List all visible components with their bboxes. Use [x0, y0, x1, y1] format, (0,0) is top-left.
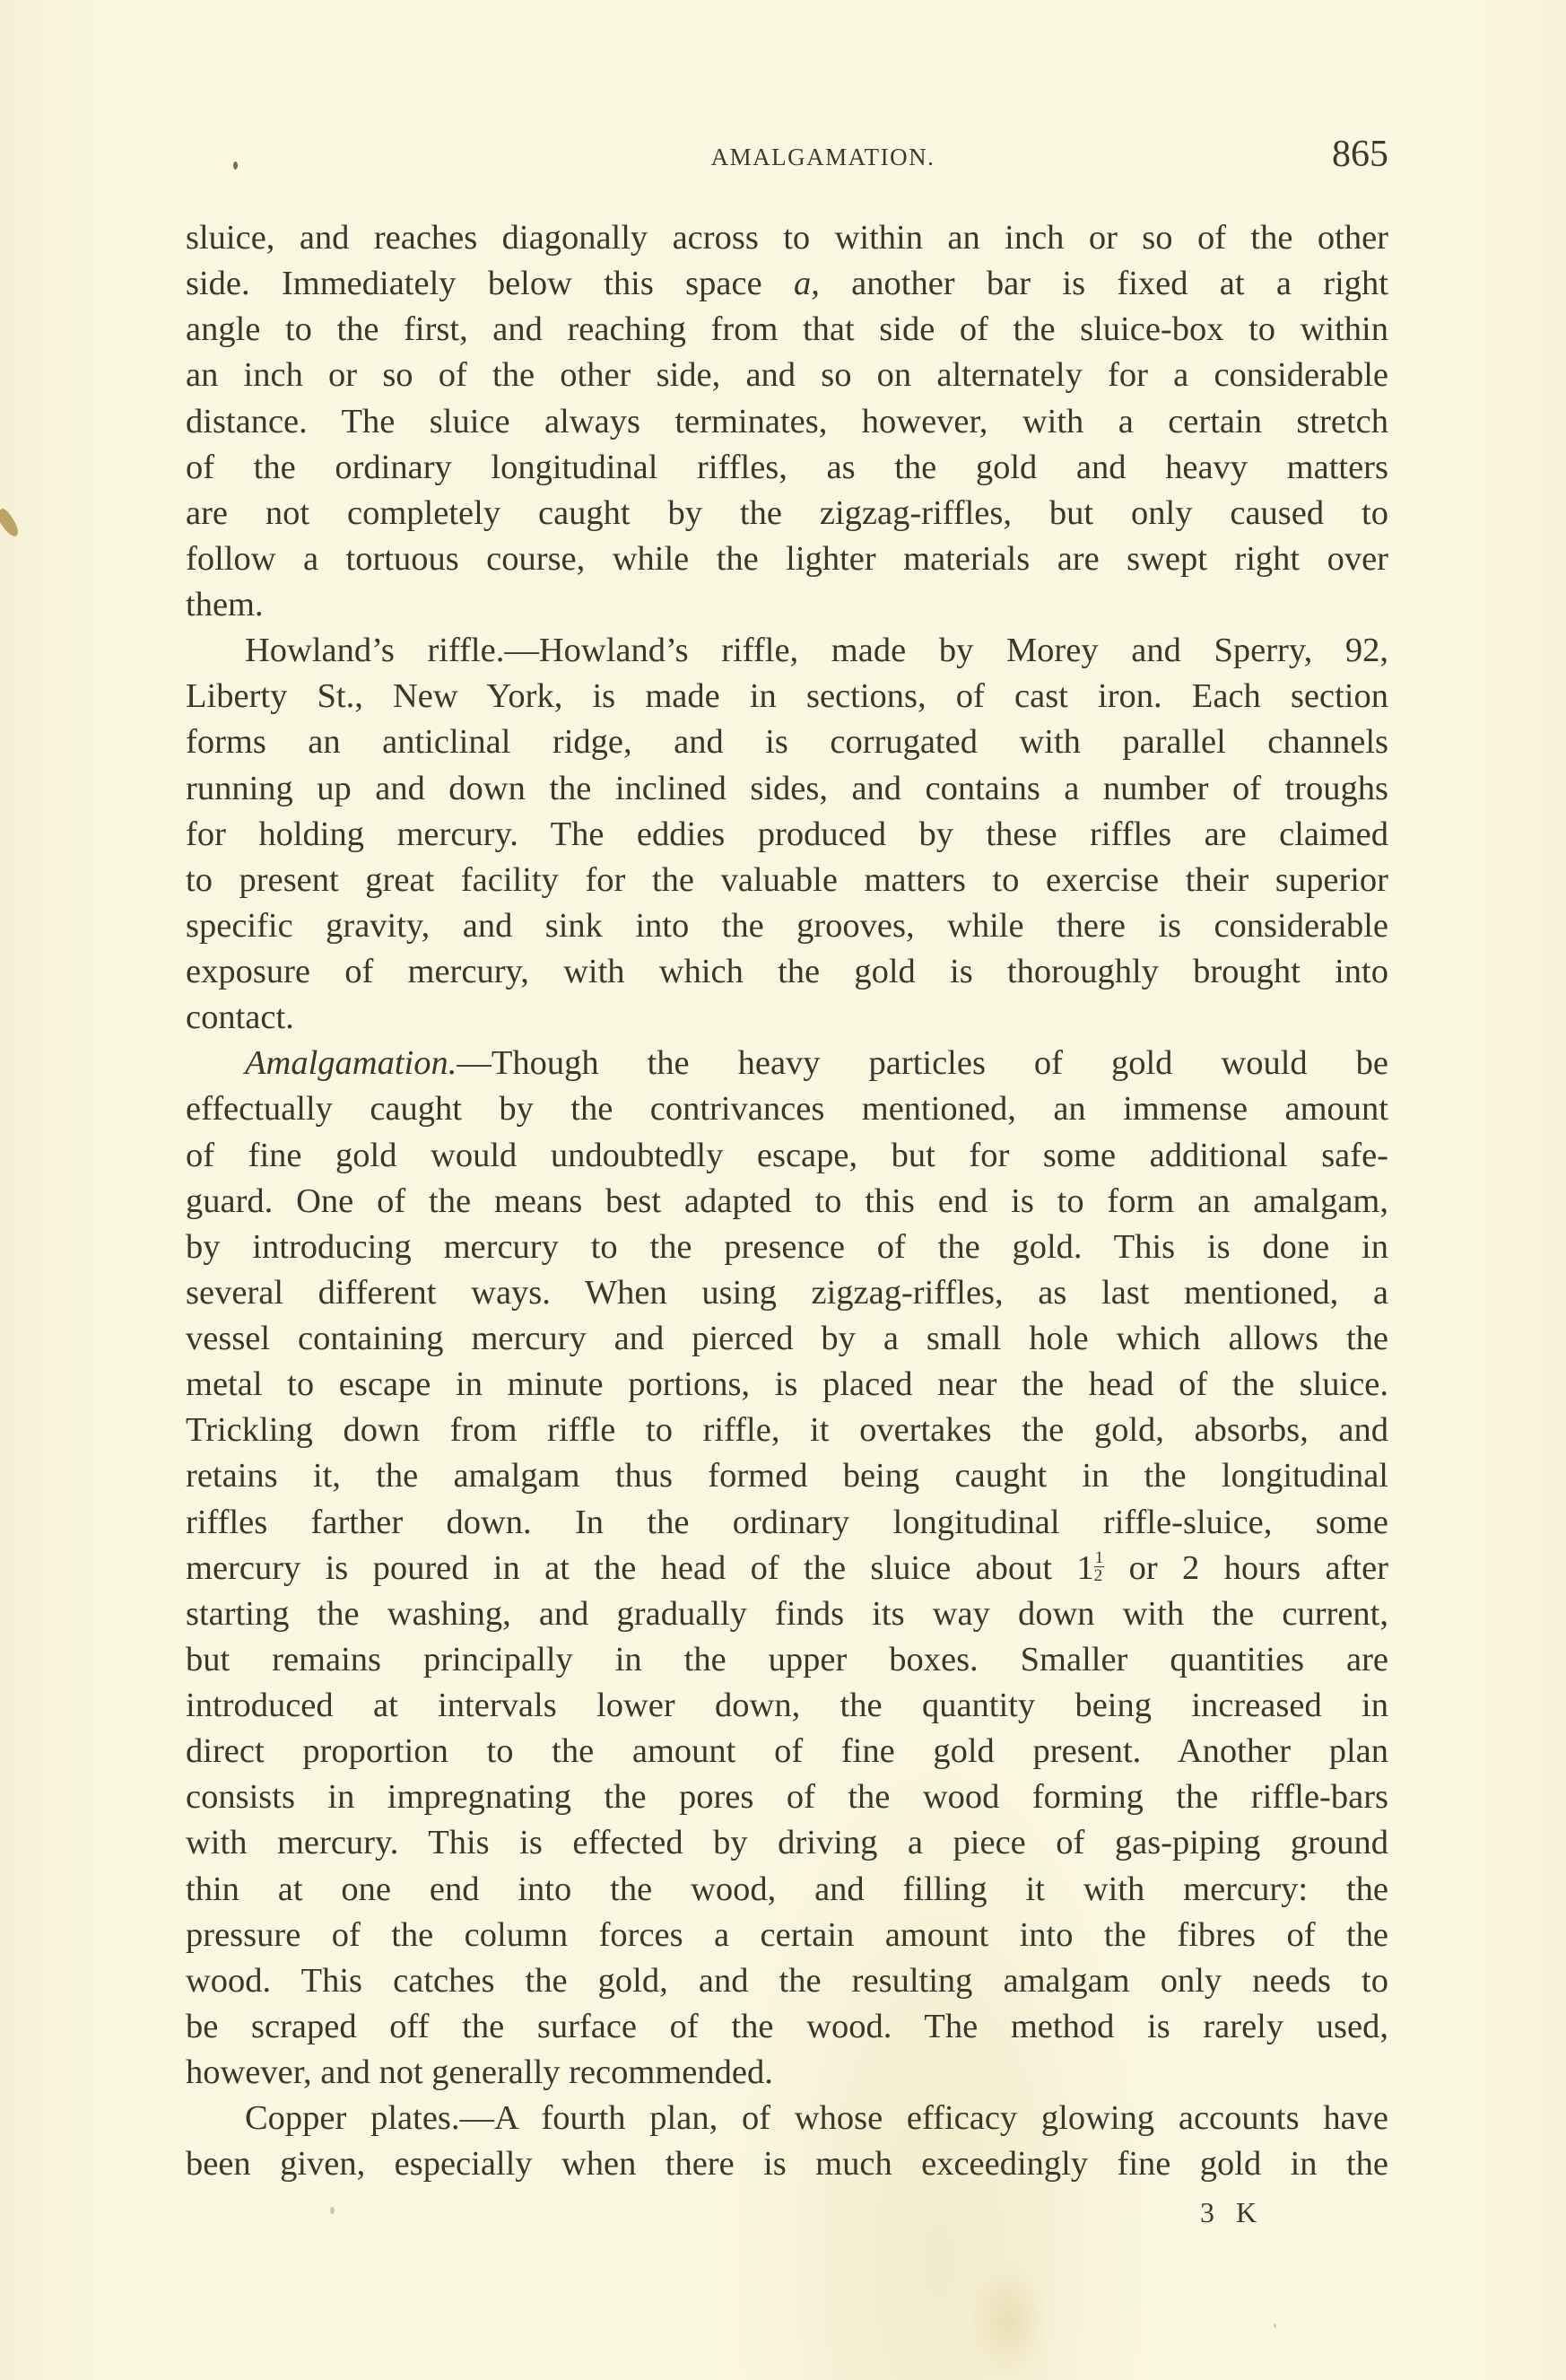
paragraph-copper-plates — [186, 2096, 1388, 2187]
running-title: AMALGAMATION. — [710, 144, 935, 170]
text-line — [186, 812, 1388, 858]
text-run: with mercury. This is effected by driving a piece of gas-piping ground — [186, 1824, 1388, 1862]
text-line — [186, 491, 1388, 536]
text-line — [186, 949, 1388, 995]
ink-speck — [330, 2207, 335, 2214]
text-line — [186, 1041, 1388, 1086]
text-line — [186, 215, 1388, 261]
text-run: riffles farther down. In the ordinary longitudinal riffle-sluice, some — [186, 1503, 1388, 1541]
text-line — [186, 536, 1388, 582]
margin-stain-mark — [0, 507, 22, 539]
text-run: —Though the heavy particles of gold would be — [457, 1044, 1388, 1083]
paragraph-amalgamation — [186, 1041, 1388, 2096]
text-run: an inch or so of the other side, and so on alternately for a considerable — [186, 356, 1388, 395]
text-line — [186, 1546, 1388, 1591]
paragraph-howlands-riffle — [186, 628, 1388, 1041]
italic-text: a — [793, 265, 812, 303]
text-run: metal to escape in minute portions, is placed near the head of the sluice. — [186, 1365, 1388, 1404]
text-line — [186, 261, 1388, 307]
text-run: be scraped off the surface of the wood. The method is rarely used, — [186, 2007, 1388, 2045]
fraction-denominator: 2 — [1093, 1566, 1103, 1586]
text-line — [186, 1958, 1388, 2004]
text-line — [186, 1774, 1388, 1820]
text-line — [186, 307, 1388, 353]
text-run: sluice, and reaches diagonally across to within an inch or so of the other — [186, 219, 1388, 257]
text-line — [186, 674, 1388, 719]
text-run: direct proportion to the amount of fine gold present. Another plan — [186, 1732, 1388, 1771]
text-run: Trickling down from riffle to riffle, it overtakes the gold, absorbs, and — [186, 1411, 1388, 1450]
text-run: follow a tortuous course, while the lighter materials are swept right over — [186, 539, 1388, 578]
text-line — [186, 1270, 1388, 1316]
text-run: several different ways. When using zigzag-riffles, as last mentioned, a — [186, 1273, 1388, 1312]
text-run: or 2 hours after — [1104, 1548, 1388, 1587]
text-run: however, and not generally recommended. — [186, 2053, 773, 2091]
text-run: by introducing mercury to the presence of the gold. This is done in — [186, 1227, 1388, 1266]
text-line — [186, 445, 1388, 491]
text-run: guard. One of the means best adapted to this end is to form an amalgam, — [186, 1181, 1388, 1220]
text-line — [186, 995, 1388, 1041]
text-run: Liberty St., New York, is made in sections, of cast iron. Each section — [186, 677, 1388, 716]
text-run: Copper plates.—A fourth plan, of whose efficacy glowing accounts have — [245, 2099, 1388, 2138]
text-line — [186, 1179, 1388, 1225]
text-run: contact. — [186, 998, 294, 1037]
text-line — [186, 399, 1388, 445]
text-run: specific gravity, and sink into the grooves, while there is considerable — [186, 906, 1388, 945]
text-line — [186, 719, 1388, 765]
text-line — [186, 628, 1388, 674]
italic-text: Amalgamation. — [245, 1044, 457, 1083]
text-run: starting the washing, and gradually finds its way down with the current, — [186, 1594, 1388, 1633]
body-text — [186, 215, 1388, 2187]
text-line — [186, 1408, 1388, 1453]
paragraph-zigzag-riffles-continuation — [186, 215, 1388, 628]
text-line — [186, 1867, 1388, 1913]
running-head — [186, 135, 1388, 174]
text-line — [186, 1683, 1388, 1729]
text-run: wood. This catches the gold, and the resulting amalgam only needs to — [186, 1961, 1388, 2000]
text-run: angle to the first, and reaching from that side of the sluice-box to within — [186, 310, 1388, 349]
text-line — [186, 1086, 1388, 1132]
fraction — [1094, 1549, 1105, 1585]
text-line — [186, 858, 1388, 903]
text-run: mercury is poured in at the head of the sluice about 1 — [186, 1548, 1094, 1587]
text-run: forms an anticlinal ridge, and is corrugated with parallel channels — [186, 723, 1388, 762]
text-line — [186, 1591, 1388, 1637]
text-run: vessel containing mercury and pierced by a small hole which allows the — [186, 1320, 1388, 1357]
text-run: are not completely caught by the zigzag-riffles, but only caused to — [186, 493, 1388, 532]
text-run: Howland’s riffle.—Howland’s riffle, made by Morey and Sperry, 92, — [245, 632, 1388, 670]
page-number: 865 — [1332, 134, 1388, 175]
text-run: of fine gold would undoubtedly escape, but for some additional safe- — [186, 1136, 1388, 1174]
text-run: but remains principally in the upper boxes. Smaller quantities are — [186, 1640, 1388, 1678]
signature-mark: 3 K — [1200, 2196, 1265, 2228]
text-run: thin at one end into the wood, and filling it with mercury: the — [186, 1870, 1388, 1908]
text-run: exposure of mercury, with which the gold is thoroughly brought into — [186, 953, 1388, 990]
text-run: side. Immediately below this space — [186, 265, 794, 303]
text-line — [186, 582, 1388, 628]
running-title-wrap — [186, 144, 1388, 171]
text-run: running up and down the inclined sides, and contains a number of troughs — [186, 769, 1388, 807]
text-line — [186, 2050, 1388, 2096]
text-run: of the ordinary longitudinal riffles, as the gold and heavy matters — [186, 448, 1388, 486]
text-line — [186, 1637, 1388, 1683]
text-line — [186, 2096, 1388, 2141]
text-run: for holding mercury. The eddies produced by these riffles are claimed — [186, 815, 1388, 853]
text-line — [186, 353, 1388, 398]
text-line — [186, 1500, 1388, 1546]
text-line — [186, 1729, 1388, 1774]
text-line — [186, 1316, 1388, 1362]
text-line — [186, 1453, 1388, 1499]
text-line — [186, 1362, 1388, 1408]
fraction-numerator: 1 — [1094, 1548, 1104, 1568]
text-line — [186, 2141, 1388, 2187]
text-run: introduced at intervals lower down, the quantity being increased in — [186, 1687, 1388, 1724]
text-line — [186, 1913, 1388, 1958]
text-line — [186, 1225, 1388, 1270]
text-run: consists in impregnating the pores of the wood forming the riffle-bars — [186, 1778, 1388, 1817]
text-run: retains it, the amalgam thus formed being caught in the longitudinal — [186, 1457, 1388, 1495]
text-line — [186, 2004, 1388, 2050]
text-line — [186, 1820, 1388, 1866]
text-line — [186, 903, 1388, 949]
text-line — [186, 1133, 1388, 1179]
text-run: , another bar is fixed at a right — [811, 265, 1388, 303]
text-run: effectually caught by the contrivances mentioned, an immense amount — [186, 1090, 1388, 1129]
text-run: them. — [186, 586, 264, 623]
text-run: to present great facility for the valuable matters to exercise their superior — [186, 860, 1388, 899]
text-line — [186, 766, 1388, 812]
text-run: pressure of the column forces a certain amount into the fibres of the — [186, 1915, 1388, 1954]
text-run: been given, especially when there is much exceedingly fine gold in the — [186, 2145, 1388, 2184]
paper-stain — [969, 2261, 1049, 2380]
ink-speck — [1274, 2323, 1276, 2328]
text-run: distance. The sluice always terminates, however, with a certain stretch — [186, 402, 1388, 440]
